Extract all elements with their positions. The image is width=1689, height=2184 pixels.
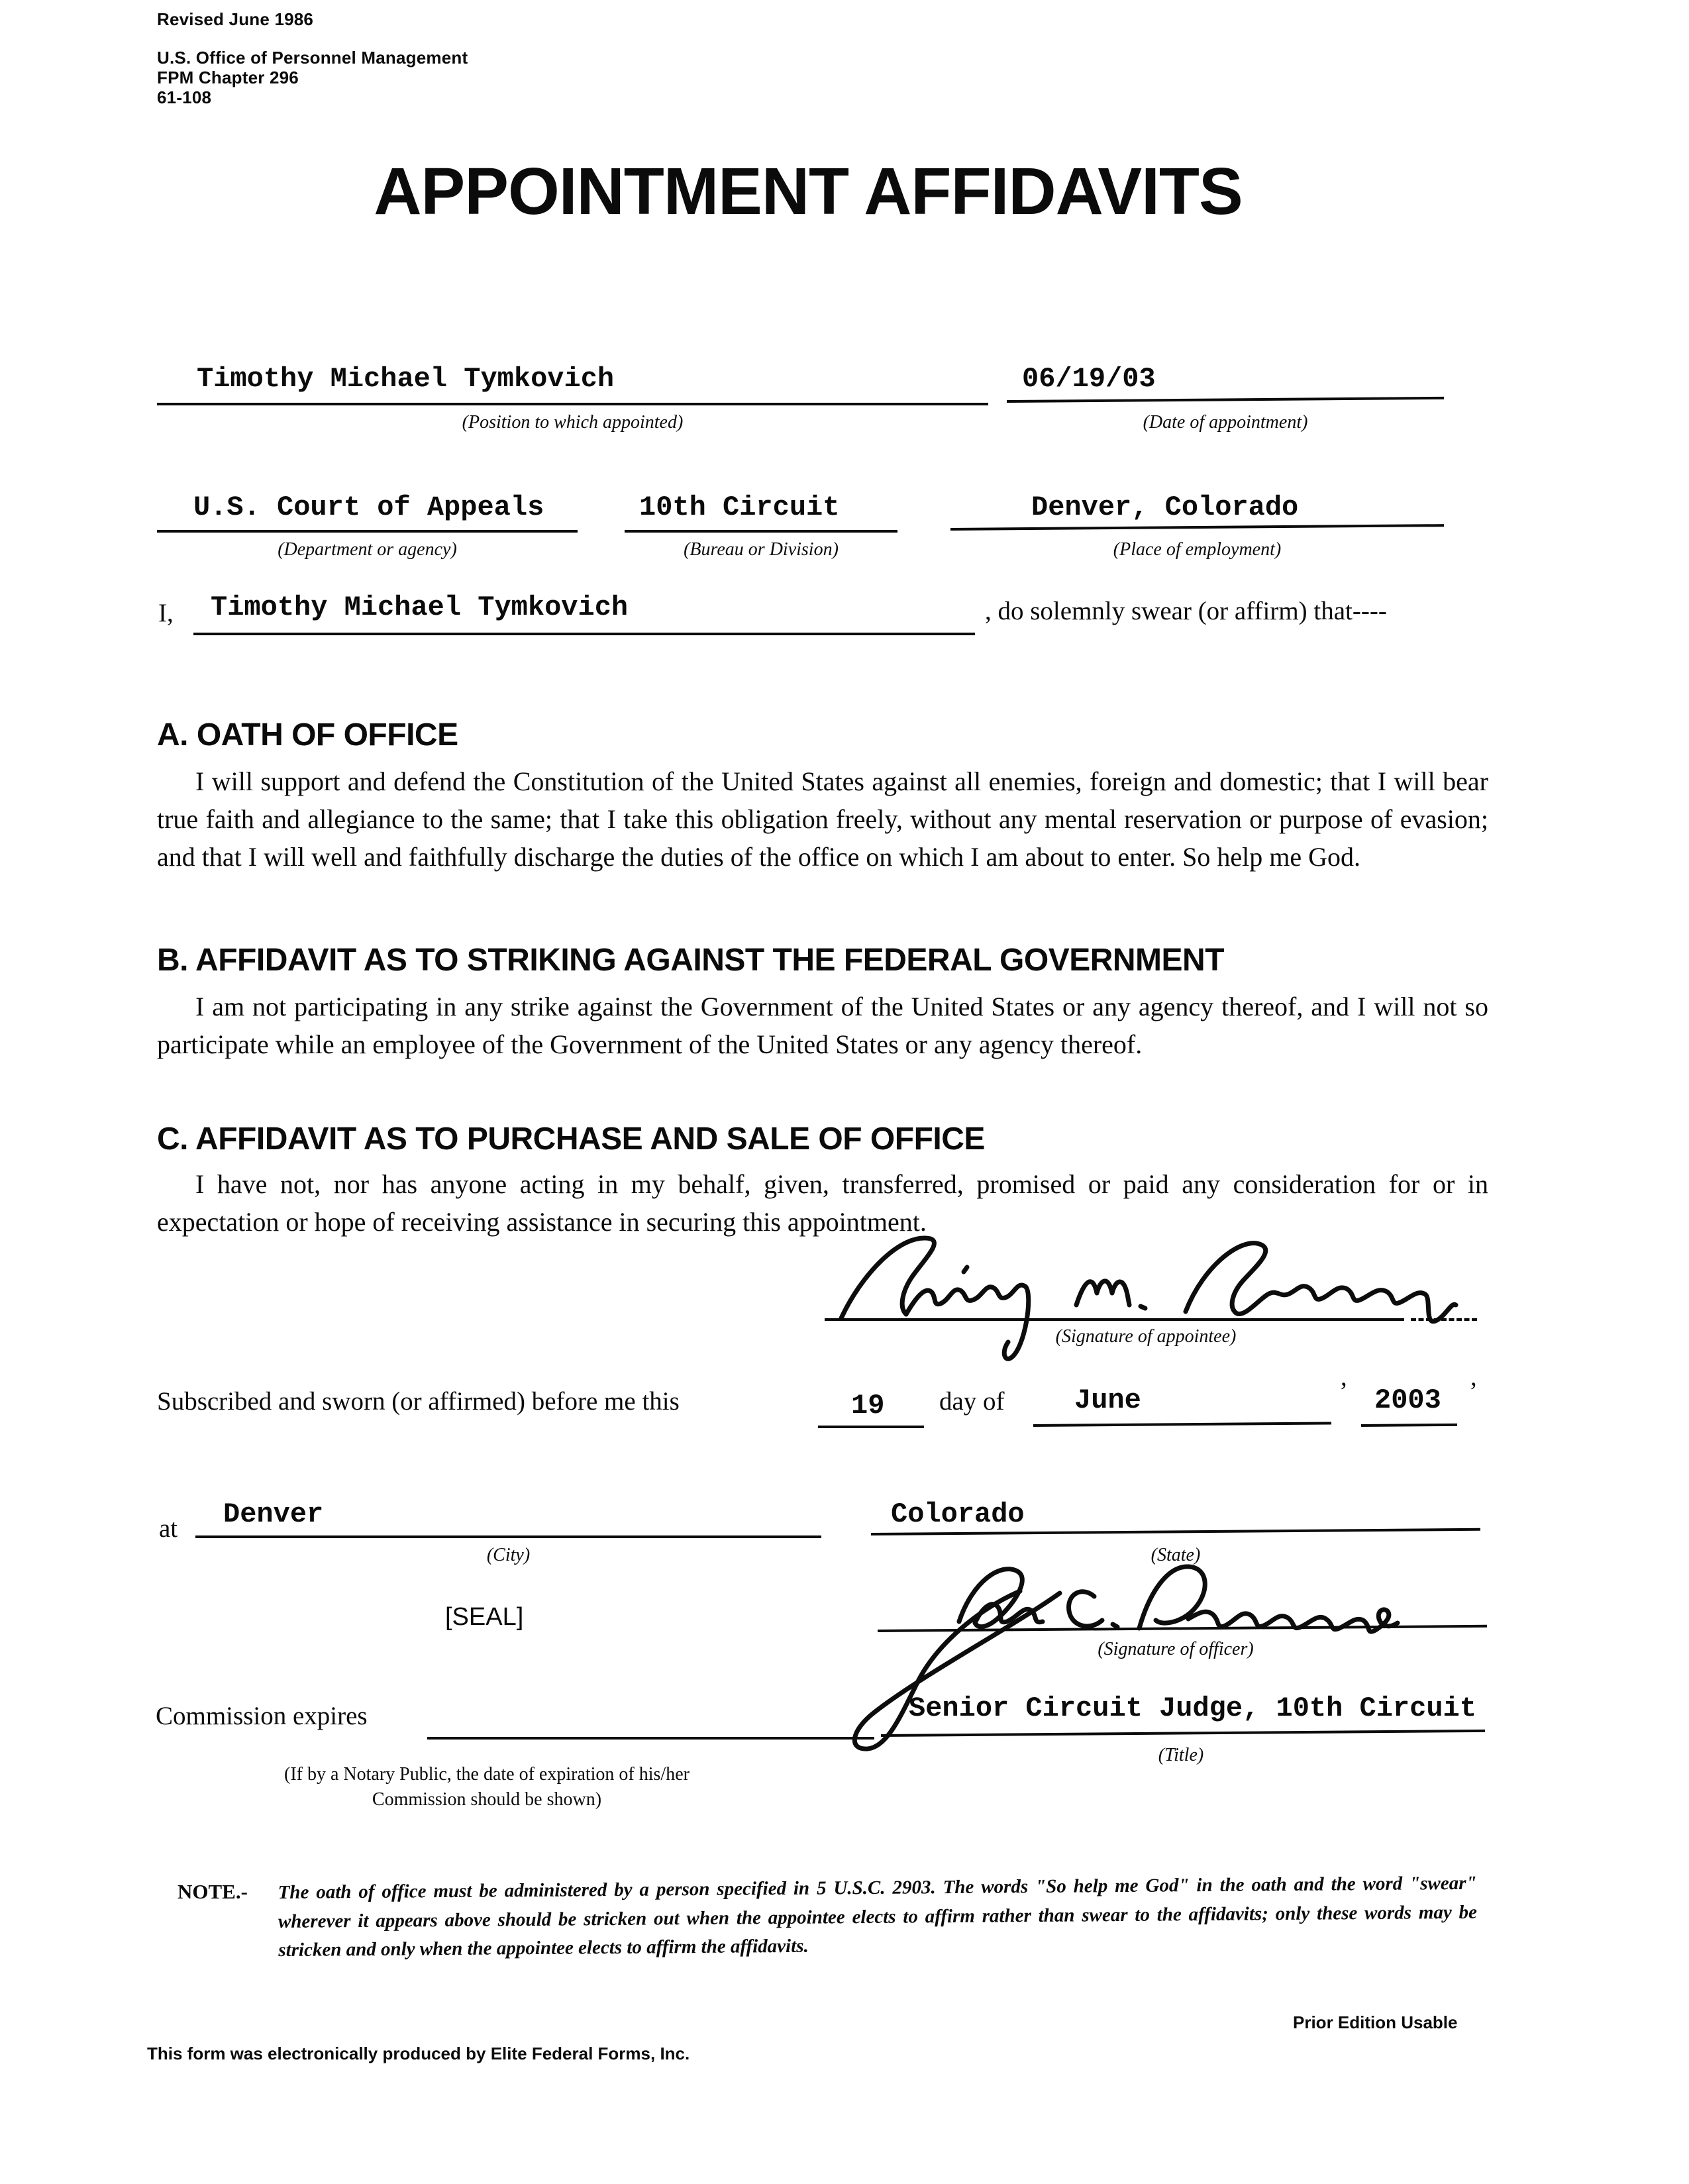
- section-a-body: I will support and defend the Constitution of the United States against all enemies, foreign and domestic; that I will bear true faith and allegiance to the same; that I take this obligation freely, without any mental reservation or purpose of evasion; and that I will well and faithfully discharge the duties of the office on which I am about to enter. So help me God.: [157, 766, 1488, 872]
- mark-after-year: ’: [1469, 1377, 1478, 1406]
- year-line: [1361, 1424, 1457, 1427]
- notary-note: [232, 1762, 742, 1812]
- section-c-body: I have not, nor has anyone acting in my behalf, given, transferred, promised or paid any consideration for or in expectation or hope of receiving assistance in securing this appointment.: [157, 1169, 1488, 1237]
- bureau-label: (Bureau or Division): [684, 539, 839, 560]
- department-line: [157, 530, 578, 533]
- note-label: NOTE.-: [178, 1880, 248, 1903]
- appointee-signature: [815, 1219, 1484, 1371]
- city-label: (City): [486, 1545, 531, 1565]
- appointee-signature-line: [825, 1318, 1404, 1321]
- appointee-signature-line-dashes: [1411, 1318, 1477, 1321]
- month-line: [1033, 1422, 1331, 1427]
- year-value: 2003: [1374, 1384, 1441, 1416]
- page-title: APPOINTMENT AFFIDAVITS: [374, 154, 1243, 229]
- bureau-value: 10th Circuit: [639, 492, 840, 523]
- officer-signature-label: (Signature of officer): [1098, 1639, 1254, 1659]
- date-label: (Date of appointment): [1143, 412, 1308, 433]
- date-value: 06/19/03: [1022, 363, 1156, 395]
- section-b-heading: B. AFFIDAVIT AS TO STRIKING AGAINST THE FEDERAL GOVERNMENT: [157, 943, 1225, 978]
- place-value: Denver, Colorado: [1031, 492, 1299, 523]
- officer-title-value: Senior Circuit Judge, 10th Circuit: [909, 1692, 1476, 1724]
- oath-name-line: [193, 633, 975, 635]
- day-line: [818, 1426, 924, 1428]
- position-label: (Position to which appointed): [462, 412, 684, 433]
- comma-after-month: ’: [1339, 1377, 1348, 1406]
- place-line: [950, 524, 1444, 531]
- city-value: Denver: [223, 1498, 324, 1530]
- notary-note-line2: Commission should be shown): [372, 1789, 602, 1810]
- date-line: [1007, 397, 1444, 403]
- oath-suffix: , do solemnly swear (or affirm) that----: [985, 597, 1387, 625]
- issuing-agency: U.S. Office of Personnel Management: [157, 48, 468, 68]
- city-line: [195, 1535, 821, 1538]
- place-label: (Place of employment): [1113, 539, 1282, 560]
- oath-name-value: Timothy Michael Tymkovich: [211, 592, 629, 623]
- state-value: Colorado: [891, 1498, 1025, 1530]
- commission-expires-line: [427, 1737, 874, 1740]
- subscribed-text: Subscribed and sworn (or affirmed) before me this: [157, 1387, 680, 1416]
- month-value: June: [1074, 1384, 1141, 1416]
- prior-edition-note: Prior Edition Usable: [1293, 2012, 1458, 2032]
- state-label: (State): [1151, 1545, 1201, 1565]
- section-c-heading: C. AFFIDAVIT AS TO PURCHASE AND SALE OF OFFICE: [157, 1121, 985, 1157]
- revision-note: Revised June 1986: [157, 9, 314, 29]
- oath-prefix: I,: [158, 599, 174, 627]
- at-label: at: [159, 1514, 178, 1543]
- position-line: [157, 403, 988, 405]
- note-body: The oath of office must be administered by a person specified in 5 U.S.C. 2903. The words "So help me God" in the oath and the word "swear" wherever it appears above should be stricken out when the appointee elects to affirm rather than swear to the affidavits; only these words may be stricken and only when the appointee elects to affirm the affidavits.: [278, 1872, 1478, 1961]
- section-a-heading: A. OATH OF OFFICE: [157, 717, 458, 753]
- section-b-body: I am not participating in any strike against the Government of the United States or any agency thereof, and I will not so participate while an employee of the Government of the United States or any agency thereof.: [157, 992, 1488, 1059]
- commission-expires-label: Commission expires: [156, 1702, 368, 1730]
- produced-by-note: This form was electronically produced by Elite Federal Forms, Inc.: [147, 2044, 690, 2063]
- department-label: (Department or agency): [278, 539, 457, 560]
- day-of-text: day of: [939, 1387, 1005, 1416]
- day-value: 19: [851, 1390, 885, 1422]
- department-value: U.S. Court of Appeals: [193, 492, 544, 523]
- position-value: Timothy Michael Tymkovich: [197, 363, 615, 395]
- form-code: 61-108: [157, 87, 212, 107]
- fpm-chapter: FPM Chapter 296: [157, 68, 299, 87]
- notary-note-line1: (If by a Notary Public, the date of expiration of his/her: [284, 1764, 690, 1785]
- officer-title-label: (Title): [1158, 1745, 1204, 1765]
- appointee-signature-label: (Signature of appointee): [1055, 1326, 1237, 1347]
- bureau-line: [625, 530, 897, 533]
- seal-placeholder: [SEAL]: [445, 1603, 524, 1631]
